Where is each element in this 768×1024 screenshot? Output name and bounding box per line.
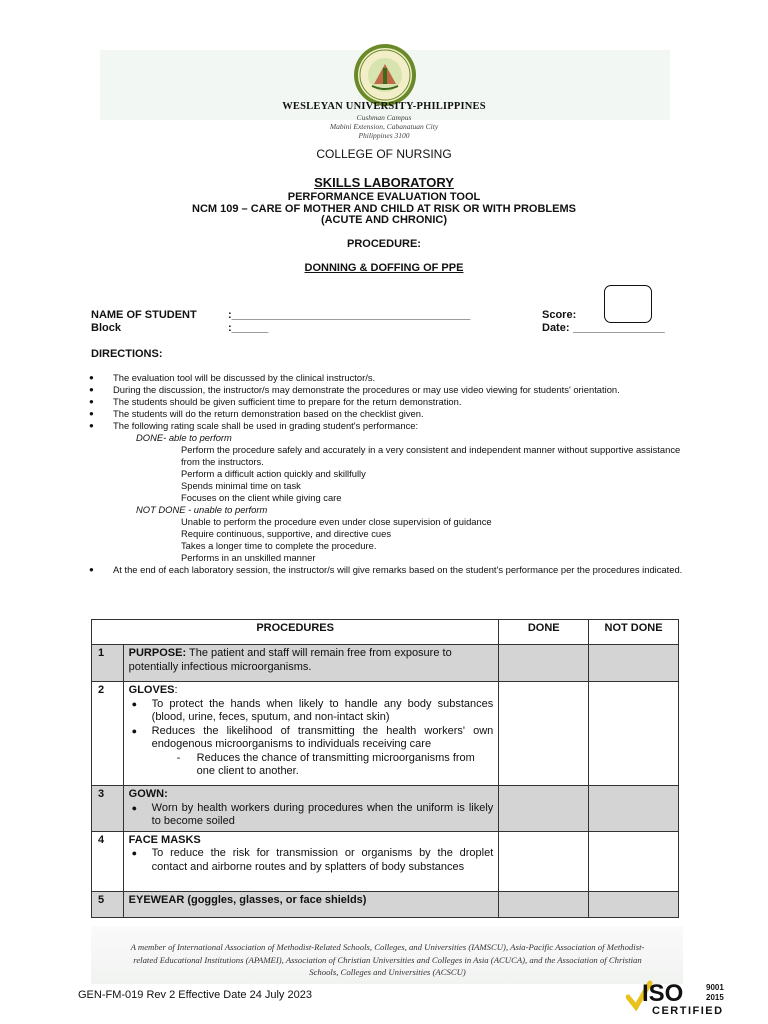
done-cell[interactable] bbox=[499, 645, 589, 682]
iso-year-9001: 9001 bbox=[706, 983, 724, 992]
row-description bbox=[123, 645, 499, 682]
table-row bbox=[92, 645, 679, 682]
address-line: Mabini Extension, Cabanatuan City bbox=[329, 122, 439, 131]
done-criterion: Perform a difficult action quickly and skillfully bbox=[181, 468, 366, 479]
date-field[interactable]: _______________ bbox=[573, 322, 665, 334]
direction-item: ● During the discussion, the instructor/s may demonstrate the procedures or may use video viewing for students' orientation. bbox=[91, 384, 691, 396]
course-title: NCM 109 – CARE OF MOTHER AND CHILD AT RISK OR WITH PROBLEMS bbox=[192, 202, 576, 215]
procedures-table bbox=[91, 619, 679, 918]
university-name: WESLEYAN UNIVERSITY-PHILIPPINES bbox=[282, 101, 486, 112]
direction-item: ● The students will do the return demonstration based on the checklist given. bbox=[91, 408, 691, 420]
iso-certified-badge bbox=[626, 975, 736, 1017]
row-title: GOWN: bbox=[128, 788, 168, 800]
row-bullet: ● To reduce the risk for transmission or organisms by the droplet contact and airborne routes and by splatters of body substances bbox=[129, 847, 494, 874]
row-bullet: ● To protect the hands when likely to handle any body substances (blood, urine, feces, sputum, and non-intact skin) bbox=[129, 698, 494, 725]
row-bullet: ● Worn by health workers during procedures when the uniform is likely to become soiled bbox=[129, 802, 494, 829]
direction-item: ● The evaluation tool will be discussed by the clinical instructor/s. bbox=[91, 372, 691, 384]
not-done-label: NOT DONE - unable to perform bbox=[136, 504, 268, 515]
score-label: Score: bbox=[542, 309, 577, 321]
not-done-cell[interactable] bbox=[589, 831, 679, 891]
directions-title: DIRECTIONS: bbox=[91, 348, 163, 360]
done-criterion: Focuses on the client while giving care bbox=[181, 492, 342, 503]
row-description bbox=[123, 682, 499, 786]
college-title: COLLEGE OF NURSING bbox=[316, 147, 452, 161]
done-cell[interactable] bbox=[499, 682, 589, 786]
table-row bbox=[92, 831, 679, 891]
block-label: Block bbox=[91, 322, 121, 334]
row-number: 5 bbox=[92, 891, 124, 917]
student-name-label: NAME OF STUDENT bbox=[91, 309, 197, 321]
row-title-suffix: : bbox=[174, 684, 178, 696]
done-cell[interactable] bbox=[499, 786, 589, 832]
procedure-label: PROCEDURE: bbox=[347, 238, 421, 250]
table-row bbox=[92, 786, 679, 832]
not-done-criterion: Takes a longer time to complete the procedure. bbox=[181, 540, 377, 551]
row-description bbox=[123, 831, 499, 891]
not-done-cell[interactable] bbox=[589, 786, 679, 832]
directions-list bbox=[91, 372, 691, 576]
row-number: 1 bbox=[92, 645, 124, 682]
row-description bbox=[123, 786, 499, 832]
direction-item: ● The following rating scale shall be used in grading student's performance: bbox=[91, 420, 691, 432]
direction-item: ● At the end of each laboratory session, the instructor/s will give remarks based on the student's performance per the procedures indicated. bbox=[91, 564, 691, 576]
header-procedures: PROCEDURES bbox=[92, 620, 499, 645]
course-subtitle: (ACUTE AND CHRONIC) bbox=[320, 214, 448, 226]
not-done-cell[interactable] bbox=[589, 645, 679, 682]
not-done-cell[interactable] bbox=[589, 891, 679, 917]
row-number: 4 bbox=[92, 831, 124, 891]
row-sub-bullet: - Reduces the chance of transmitting microorganisms from one client to another. bbox=[129, 752, 494, 779]
not-done-cell[interactable] bbox=[589, 682, 679, 786]
table-row bbox=[92, 891, 679, 917]
row-title: FACE MASKS bbox=[128, 833, 201, 846]
not-done-criterion: Unable to perform the procedure even under close supervision of guidance bbox=[181, 516, 492, 527]
row-title: PURPOSE: bbox=[128, 647, 187, 659]
lab-title: SKILLS LABORATORY bbox=[314, 175, 454, 190]
row-number: 2 bbox=[92, 682, 124, 786]
row-bullet: ● Reduces the likelihood of transmitting the health workers' own endogenous microorganisms to individuals receiving care bbox=[129, 725, 494, 752]
not-done-criterion: Require continuous, supportive, and directive cues bbox=[181, 528, 392, 539]
row-title: EYEWEAR (goggles, glasses, or face shields) bbox=[128, 893, 367, 906]
direction-item: ● The students should be given sufficient time to prepare for the return demonstration. bbox=[91, 396, 691, 408]
form-code: GEN-FM-019 Rev 2 Effective Date 24 July 2023 bbox=[78, 989, 312, 1001]
table-header-row bbox=[92, 620, 679, 645]
score-box[interactable] bbox=[604, 285, 652, 323]
date-label: Date: bbox=[542, 322, 570, 334]
student-name-field[interactable]: :_______________________________________ bbox=[228, 309, 471, 321]
tool-name: PERFORMANCE EVALUATION TOOL bbox=[287, 191, 481, 203]
done-cell[interactable] bbox=[499, 831, 589, 891]
block-field[interactable]: :______ bbox=[228, 322, 269, 334]
campus-line: Cushman Campus bbox=[356, 113, 412, 122]
row-description bbox=[123, 891, 499, 917]
done-criterion: Spends minimal time on task bbox=[181, 480, 301, 491]
row-number: 3 bbox=[92, 786, 124, 832]
country-line: Philippines 3100 bbox=[358, 131, 410, 140]
iso-year-2015: 2015 bbox=[706, 993, 724, 1002]
tool-title bbox=[0, 192, 768, 227]
done-cell[interactable] bbox=[499, 891, 589, 917]
header-not-done: NOT DONE bbox=[589, 620, 679, 645]
header-done: DONE bbox=[499, 620, 589, 645]
done-label: DONE- able to perform bbox=[136, 432, 232, 443]
membership-statement: A member of International Association of Methodist-Related Schools, Colleges, and Universities (IAMSCU), Asia-Pacific Association of Methodist-related Educational Institutions (APAMEI), Association of Christian Universities and Colleges in Asia (ACUCA), and the Association of Christian Schools, Colleges and Universities (ACSCU) bbox=[130, 942, 645, 977]
table-row bbox=[92, 682, 679, 786]
university-seal-logo bbox=[352, 42, 418, 108]
row-title: GLOVES bbox=[128, 684, 175, 696]
iso-text: ISO bbox=[642, 980, 684, 1007]
procedure-name: DONNING & DOFFING OF PPE bbox=[304, 262, 464, 274]
row-text: The patient and staff will remain free from exposure to potentially infectious microorganisms. bbox=[128, 647, 452, 673]
not-done-criterion: Performs in an unskilled manner bbox=[181, 552, 316, 563]
done-criterion: Perform the procedure safely and accurately in a very consistent and independent manner without supportive assistance from the instructors. bbox=[181, 444, 681, 467]
iso-certified-text: CERTIFIED bbox=[652, 1005, 724, 1017]
